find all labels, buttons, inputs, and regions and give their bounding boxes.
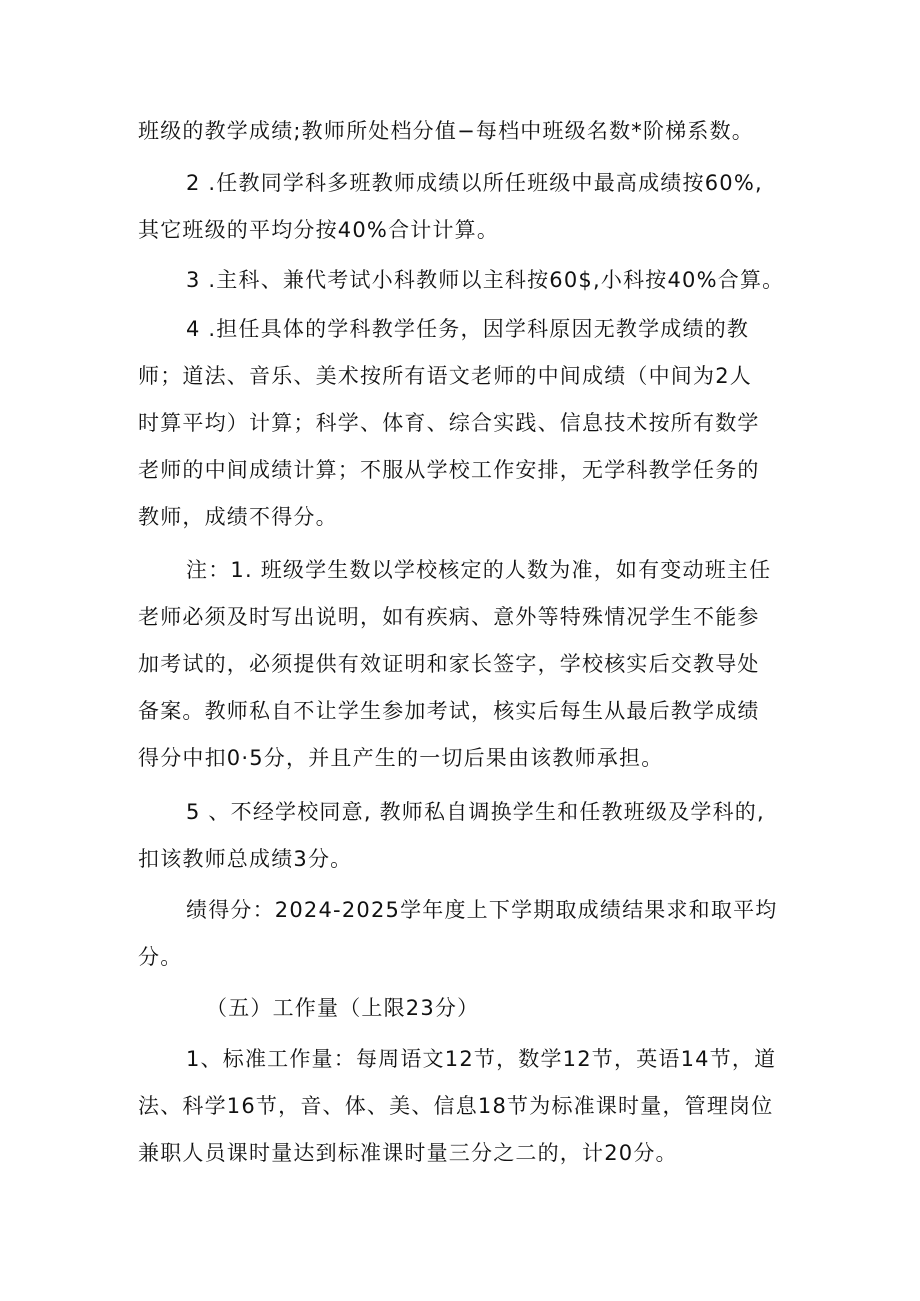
text-line: 扣该教师总成绩3分。 xyxy=(138,847,353,871)
text-line: （五）工作量（上限23分） xyxy=(206,996,480,1020)
paragraph-score-formula xyxy=(138,108,788,155)
text-line: 绩得分：2024-2025学年度上下学期取成绩结果求和取平均 xyxy=(186,898,778,922)
text-line: 1、标准工作量：每周语文12节，数学12节，英语14节，道 xyxy=(186,1047,777,1071)
text-line: 法、科学16节，音、体、美、信息18节为标准课时量，管理岗位 xyxy=(138,1094,774,1118)
text-line: 师；道法、音乐、美术按所有语文老师的中间成绩（中间为2人 xyxy=(138,364,752,388)
text-line: 备案。教师私自不让学生参加考试，核实后每生从最后教学成绩 xyxy=(138,699,760,723)
section-heading-workload xyxy=(138,985,788,1032)
text-line: 老师的中间成绩计算；不服从学校工作安排，无学科教学任务的 xyxy=(138,458,760,482)
text-line: 3 .主科、兼代考试小科教师以主科按60$,小科按40%合算。 xyxy=(186,268,785,292)
text-line: 老师必须及时写出说明，如有疾病、意外等特殊情况学生不能参 xyxy=(138,605,760,629)
text-line: 其它班级的平均分按40%合计计算。 xyxy=(138,218,500,242)
text-line: 分。 xyxy=(138,945,183,969)
text-line: 5 、不经学校同意, 教师私自调换学生和任教班级及学科的, xyxy=(186,800,765,824)
paragraph-standard-workload xyxy=(138,1036,788,1177)
text-line: 兼职人员课时量达到标准课时量三分之二的，计20分。 xyxy=(138,1141,678,1165)
text-line: 时算平均）计算；科学、体育、综合实践、信息技术按所有数学 xyxy=(138,411,760,435)
paragraph-item-3 xyxy=(138,257,788,304)
text-line: 注：1. 班级学生数以学校核定的人数为准，如有变动班主任 xyxy=(186,558,772,582)
text-line: 得分中扣0·5分，并且产生的一切后果由该教师承担。 xyxy=(138,746,664,770)
paragraph-item-4 xyxy=(138,306,788,541)
paragraph-item-5 xyxy=(138,789,788,883)
paragraph-score-average xyxy=(138,887,788,981)
text-line: 班级的教学成绩;教师所处档分值−每档中班级名数*阶梯系数。 xyxy=(138,119,754,143)
text-line: 加考试的，必须提供有效证明和家长签字，学校核实后交教导处 xyxy=(138,652,760,676)
text-line: 2 .任教同学科多班教师成绩以所任班级中最高成绩按60%, xyxy=(186,171,763,195)
text-line: 教师，成绩不得分。 xyxy=(138,505,338,529)
text-line: 4 .担任具体的学科教学任务，因学科原因无教学成绩的教 xyxy=(186,317,750,341)
paragraph-item-2 xyxy=(138,160,788,254)
paragraph-note-1 xyxy=(138,547,788,782)
